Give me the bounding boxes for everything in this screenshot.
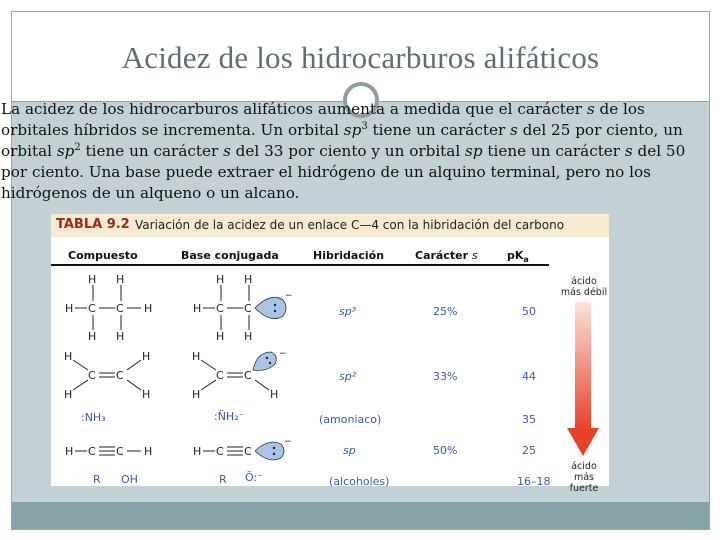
row5-hybridization: (alcoholes)	[329, 475, 390, 488]
header-compound: Compuesto	[68, 249, 138, 262]
svg-text:H: H	[88, 273, 97, 286]
svg-text:H: H	[116, 330, 125, 340]
svg-text:H: H	[142, 388, 151, 401]
lone-pair-lobe	[255, 442, 284, 460]
row2-pka: 44	[522, 370, 536, 383]
svg-text:C: C	[88, 302, 96, 315]
row4-pka: 25	[522, 444, 536, 457]
svg-text:H: H	[270, 388, 279, 401]
svg-text:H: H	[64, 388, 73, 401]
acidity-table-figure	[51, 214, 609, 494]
acetylide-structure	[179, 436, 309, 466]
lone-pair-lobe	[255, 297, 286, 318]
slide-title: Acidez de los hidrocarburos alifáticos	[121, 40, 600, 75]
header-pka: $pK_a$	[507, 249, 529, 265]
row1-s-character: 25%	[433, 305, 458, 318]
row3-hybridization: (amoniaco)	[319, 413, 382, 426]
header-hybridization: Hibridación	[313, 249, 385, 262]
svg-text:H: H	[192, 388, 201, 401]
svg-text:−: −	[284, 437, 292, 447]
svg-text:C: C	[116, 302, 124, 315]
svg-text:H: H	[142, 350, 151, 363]
svg-text:C: C	[216, 369, 224, 382]
acidity-arrow	[565, 302, 605, 462]
svg-text:H: H	[65, 302, 74, 315]
footer-bar	[12, 502, 709, 529]
ethane-atoms	[65, 273, 152, 340]
svg-text:H: H	[192, 350, 201, 363]
svg-text:C: C	[244, 369, 252, 382]
svg-text:C: C	[216, 445, 224, 458]
acetylene-structure	[51, 436, 181, 466]
svg-text:H: H	[216, 330, 225, 340]
row5-pka: 16–18	[517, 475, 551, 488]
arrow-head	[567, 428, 599, 456]
svg-text:C: C	[88, 445, 96, 458]
ethylene-structure	[51, 346, 181, 406]
svg-text:C: C	[116, 445, 124, 458]
alkoxide-r: R	[219, 473, 227, 486]
stronger-acid-label: ácido más fuerte	[569, 461, 599, 494]
svg-text:H: H	[144, 445, 153, 458]
ethane-structure	[51, 270, 181, 340]
svg-text:H: H	[116, 273, 125, 286]
svg-text:C: C	[244, 302, 252, 315]
table-number: TABLA 9.2	[56, 217, 130, 232]
svg-text:H: H	[64, 350, 73, 363]
row1-hybridization: sp³	[339, 305, 357, 318]
arrow-shaft	[575, 302, 591, 430]
vinyl-anion-structure	[179, 346, 309, 406]
svg-text:H: H	[193, 302, 202, 315]
lone-pair-lobe	[253, 352, 276, 370]
svg-text:C: C	[244, 445, 252, 458]
header-s-character: Carácter s	[415, 249, 478, 262]
svg-text:H: H	[244, 330, 253, 340]
svg-text:−: −	[285, 291, 293, 301]
svg-text:C: C	[116, 369, 124, 382]
row4-s-character: 50%	[433, 444, 458, 457]
svg-text:H: H	[244, 273, 253, 286]
svg-text:−: −	[279, 349, 287, 359]
row1-pka: 50	[522, 305, 536, 318]
header-conjugate-base: Base conjugada	[181, 249, 279, 262]
svg-text:H: H	[144, 302, 153, 315]
ammonia-formula: :NH₃	[81, 411, 106, 424]
svg-text:H: H	[65, 445, 74, 458]
row2-hybridization: sp²	[339, 370, 357, 383]
amide-formula: :N̈H₂⁻	[214, 410, 245, 423]
svg-text:C: C	[88, 369, 96, 382]
table-header-band	[51, 214, 609, 237]
alcohol-r: R	[93, 473, 101, 486]
alkoxide-o: Ö:⁻	[245, 471, 263, 484]
svg-text:H: H	[216, 273, 225, 286]
svg-text:H: H	[88, 330, 97, 340]
ethyl-anion-structure	[179, 270, 309, 340]
row3-pka: 35	[522, 413, 536, 426]
header-rule	[51, 264, 549, 266]
body-paragraph: La acidez de los hidrocarburos alifáticos aumenta a medida que el carácter s de los orbitales híbridos se incrementa. Un orbital $sp^3$ tiene un carácter s del 25 por ciento, un orbital $sp^2$ tiene un carácter s del 33 por ciento y un orbital sp tiene un carácter s del 50 por ciento. Una base puede extraer el hidrógeno de un alquino terminal, pero no los hidrógenos de un alqueno o un alcano.	[1, 100, 686, 202]
row4-hybridization: sp	[343, 444, 356, 457]
weaker-acid-label: ácido más débil	[560, 276, 608, 298]
svg-text:C: C	[216, 302, 224, 315]
svg-text:H: H	[193, 445, 202, 458]
alcohol-oh: OH	[121, 473, 138, 486]
row2-s-character: 33%	[433, 370, 458, 383]
table-caption: Variación de la acidez de un enlace C—4 con la hibridación del carbono	[135, 218, 565, 232]
